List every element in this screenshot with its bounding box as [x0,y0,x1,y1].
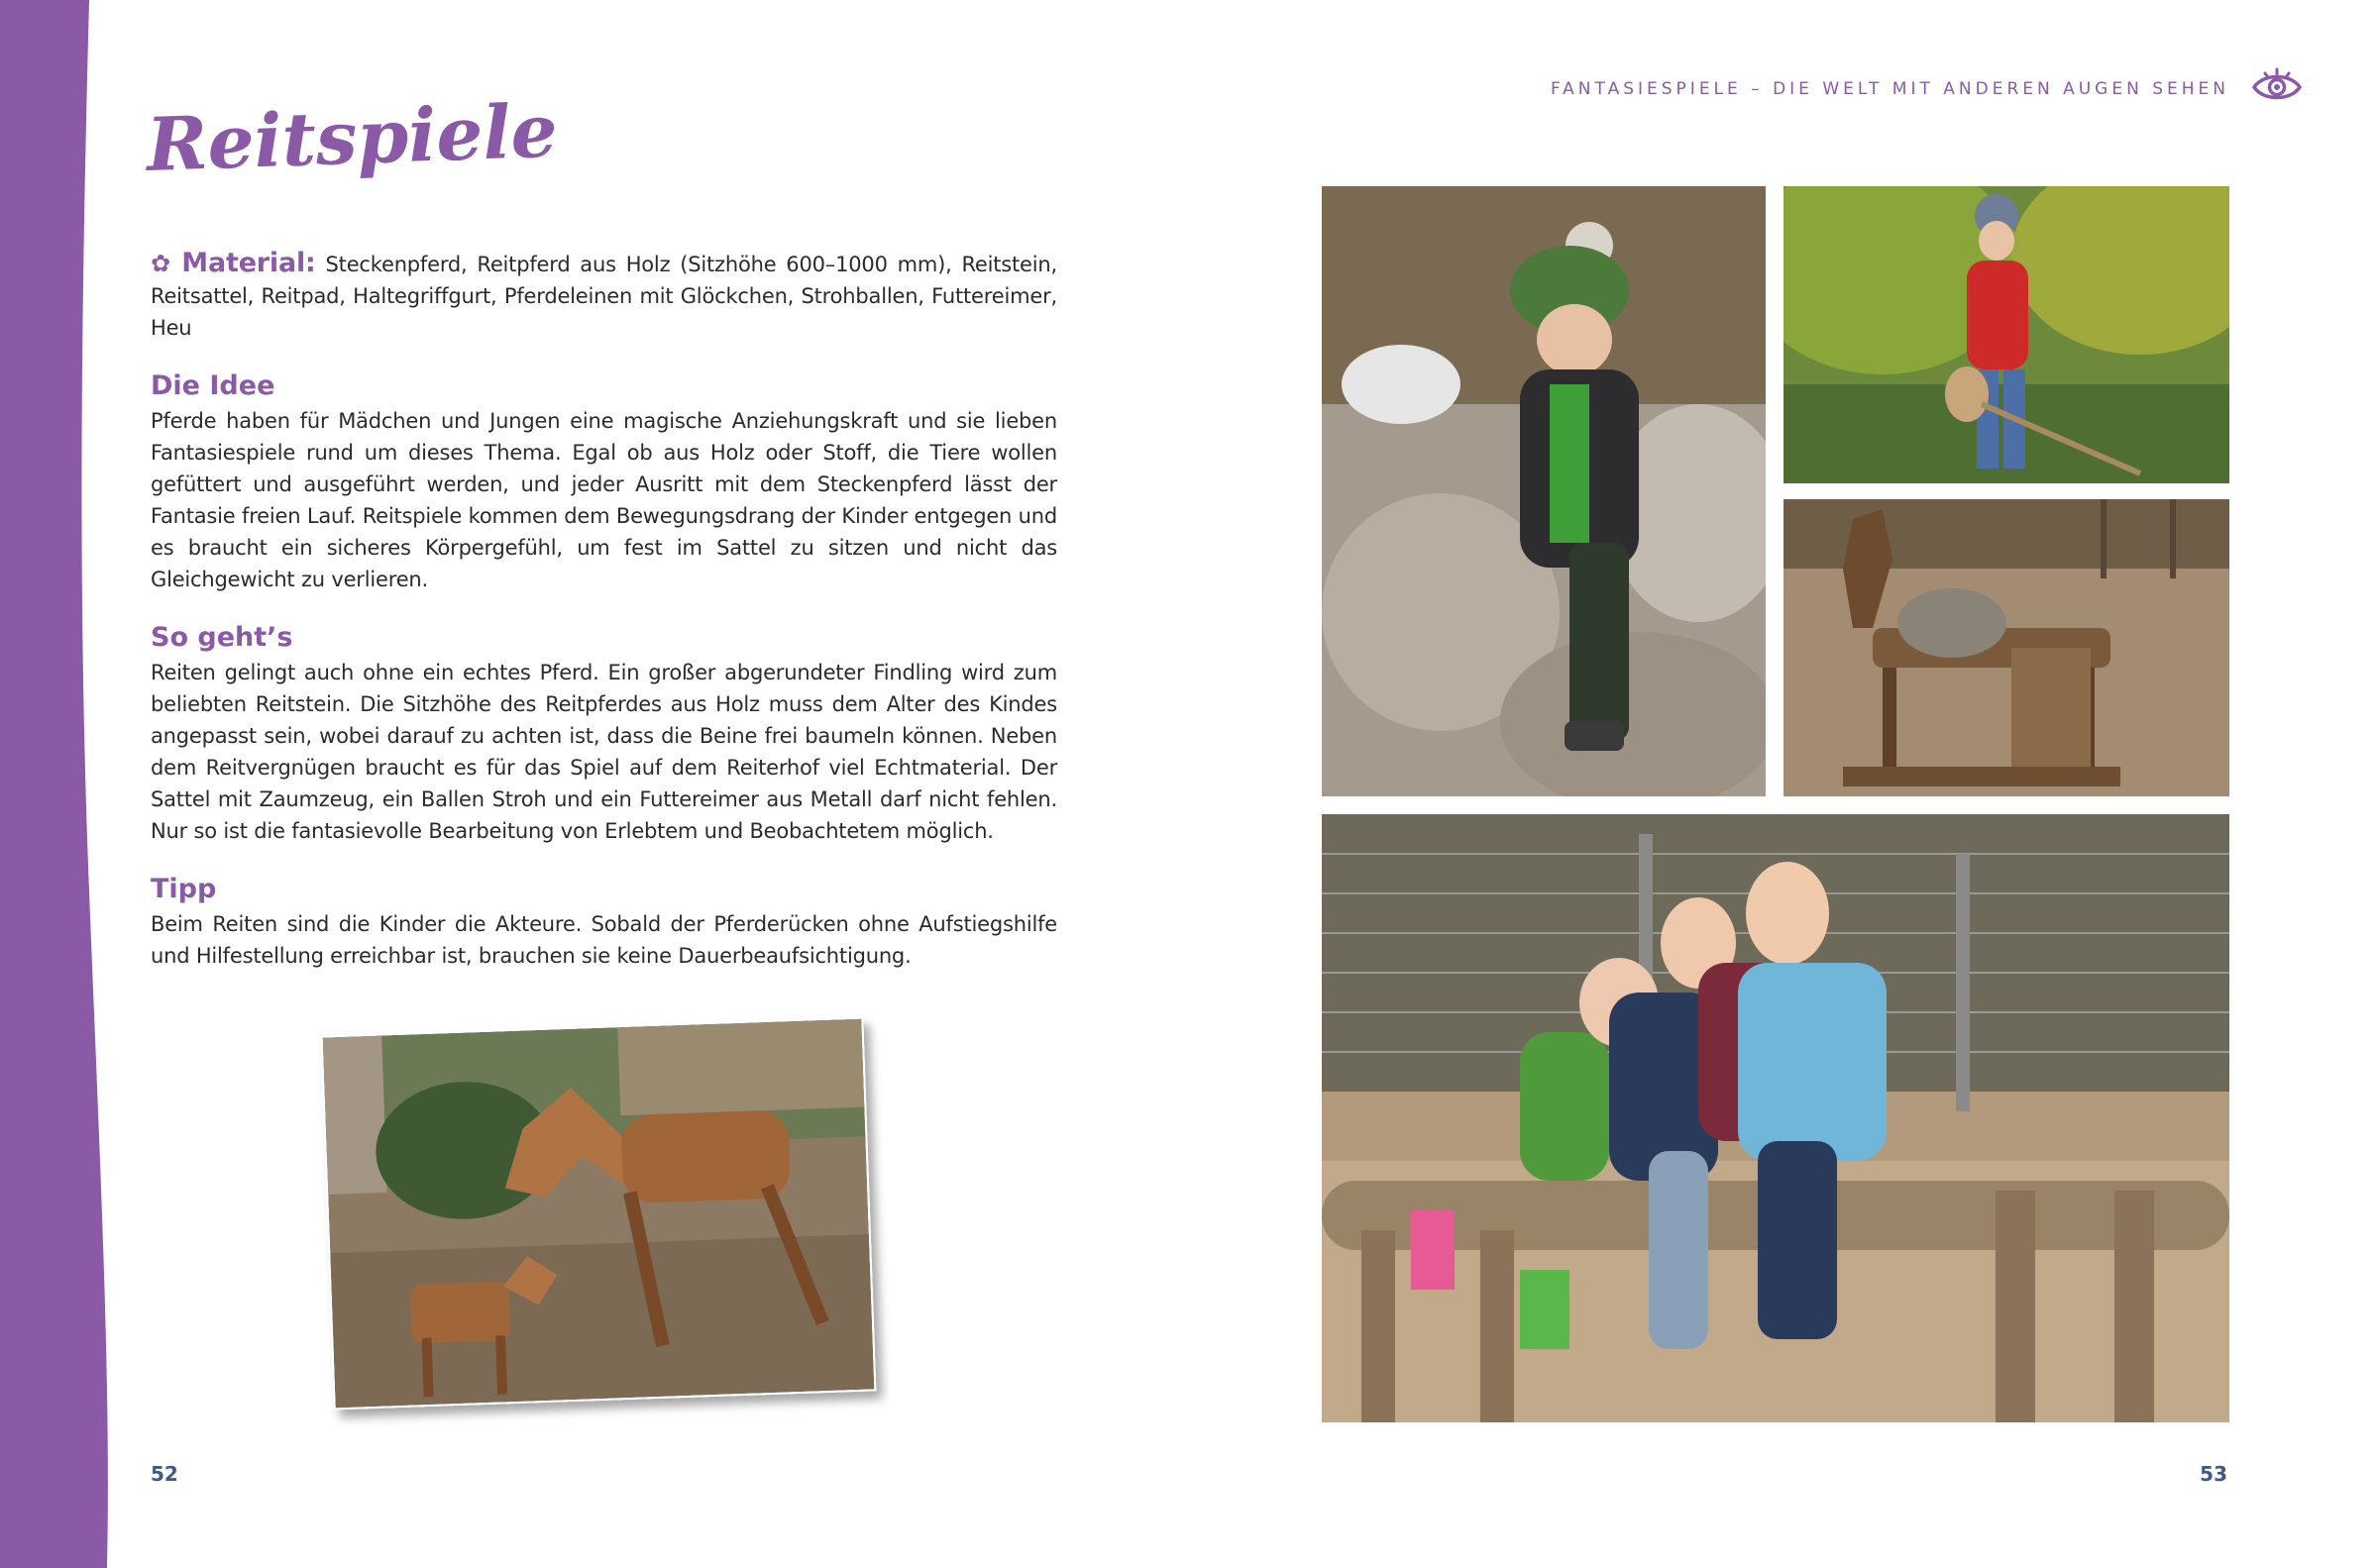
flower-icon: ✿ [151,250,174,277]
photo-horse-with-saddle [1784,499,2229,796]
main-text-column [151,248,1057,972]
page-title: Reitspiele [145,88,559,188]
running-head: FANTASIESPIELE – DIE WELT MIT ANDEREN AUGEN SEHEN [1550,79,2229,99]
section-text-idee: Pferde haben für Mädchen und Jungen eine magische Anziehungskraft und sie lieben Fantasiespiele rund um dieses Thema. Egal ob aus Holz oder Stoff, die Tiere wollen gefüttert und ausgeführt werden, und jeder Ausritt mit dem Steckenpferd lässt der Fantasie freien Lauf. Reitspiele kommen dem Bewegungsdrang der Kinder entgegen und es braucht ein sicheres Körpergefühl, um fest im Sattel zu sitzen und nicht das Gleichgewicht zu verlieren. [151,409,1057,591]
photo-child-on-rock [1322,186,1766,796]
material-label: Material: [181,248,316,278]
section-heading-so-gehts: So geht’s [151,622,293,653]
section-heading-idee: Die Idee [151,370,275,401]
photo-children-on-beam [1322,814,2229,1422]
photo-wooden-horses [321,1017,877,1411]
section-heading-tipp: Tipp [151,874,217,904]
eye-icon [2251,67,2303,107]
photo-child-red-jacket [1784,186,2229,483]
section-text-tipp: Beim Reiten sind die Kinder die Akteure. Sobald der Pferderücken ohne Aufstiegshilfe und Hilfestellung erreichbar ist, brauchen sie keine Dauerbeaufsichtigung. [151,912,1057,968]
material-text: Steckenpferd, Reitpferd aus Holz (Sitzhöhe 600–1000 mm), Reitstein, Reitsattel, Reitpad, Haltegriffgurt, Pferdeleinen mit Glöckchen, Strohballen, Futtereimer, Heu [151,253,1057,340]
section-text-so-gehts: Reiten gelingt auch ohne ein echtes Pferd. Ein großer abgerundeter Findling wird zum beliebten Reitstein. Die Sitzhöhe des Reitpferdes aus Holz muss dem Alter des Kindes angepasst sein, wobei darauf zu achten ist, dass die Beine frei baumeln können. Neben dem Reitvergnügen braucht es für das Spiel auf dem Reiterhof viel Echtmaterial. Der Sattel mit Zaumzeug, ein Ballen Stroh und ein Futtereimer aus Metall darf nicht fehlen. Nur so ist die fantasievolle Bearbeitung von Erlebtem und Beobachtetem möglich. [151,661,1057,843]
page-number-left: 52 [151,1462,178,1486]
left-decorative-band [0,0,119,1568]
page-number-right: 53 [2200,1462,2227,1486]
material-paragraph [151,248,1057,344]
